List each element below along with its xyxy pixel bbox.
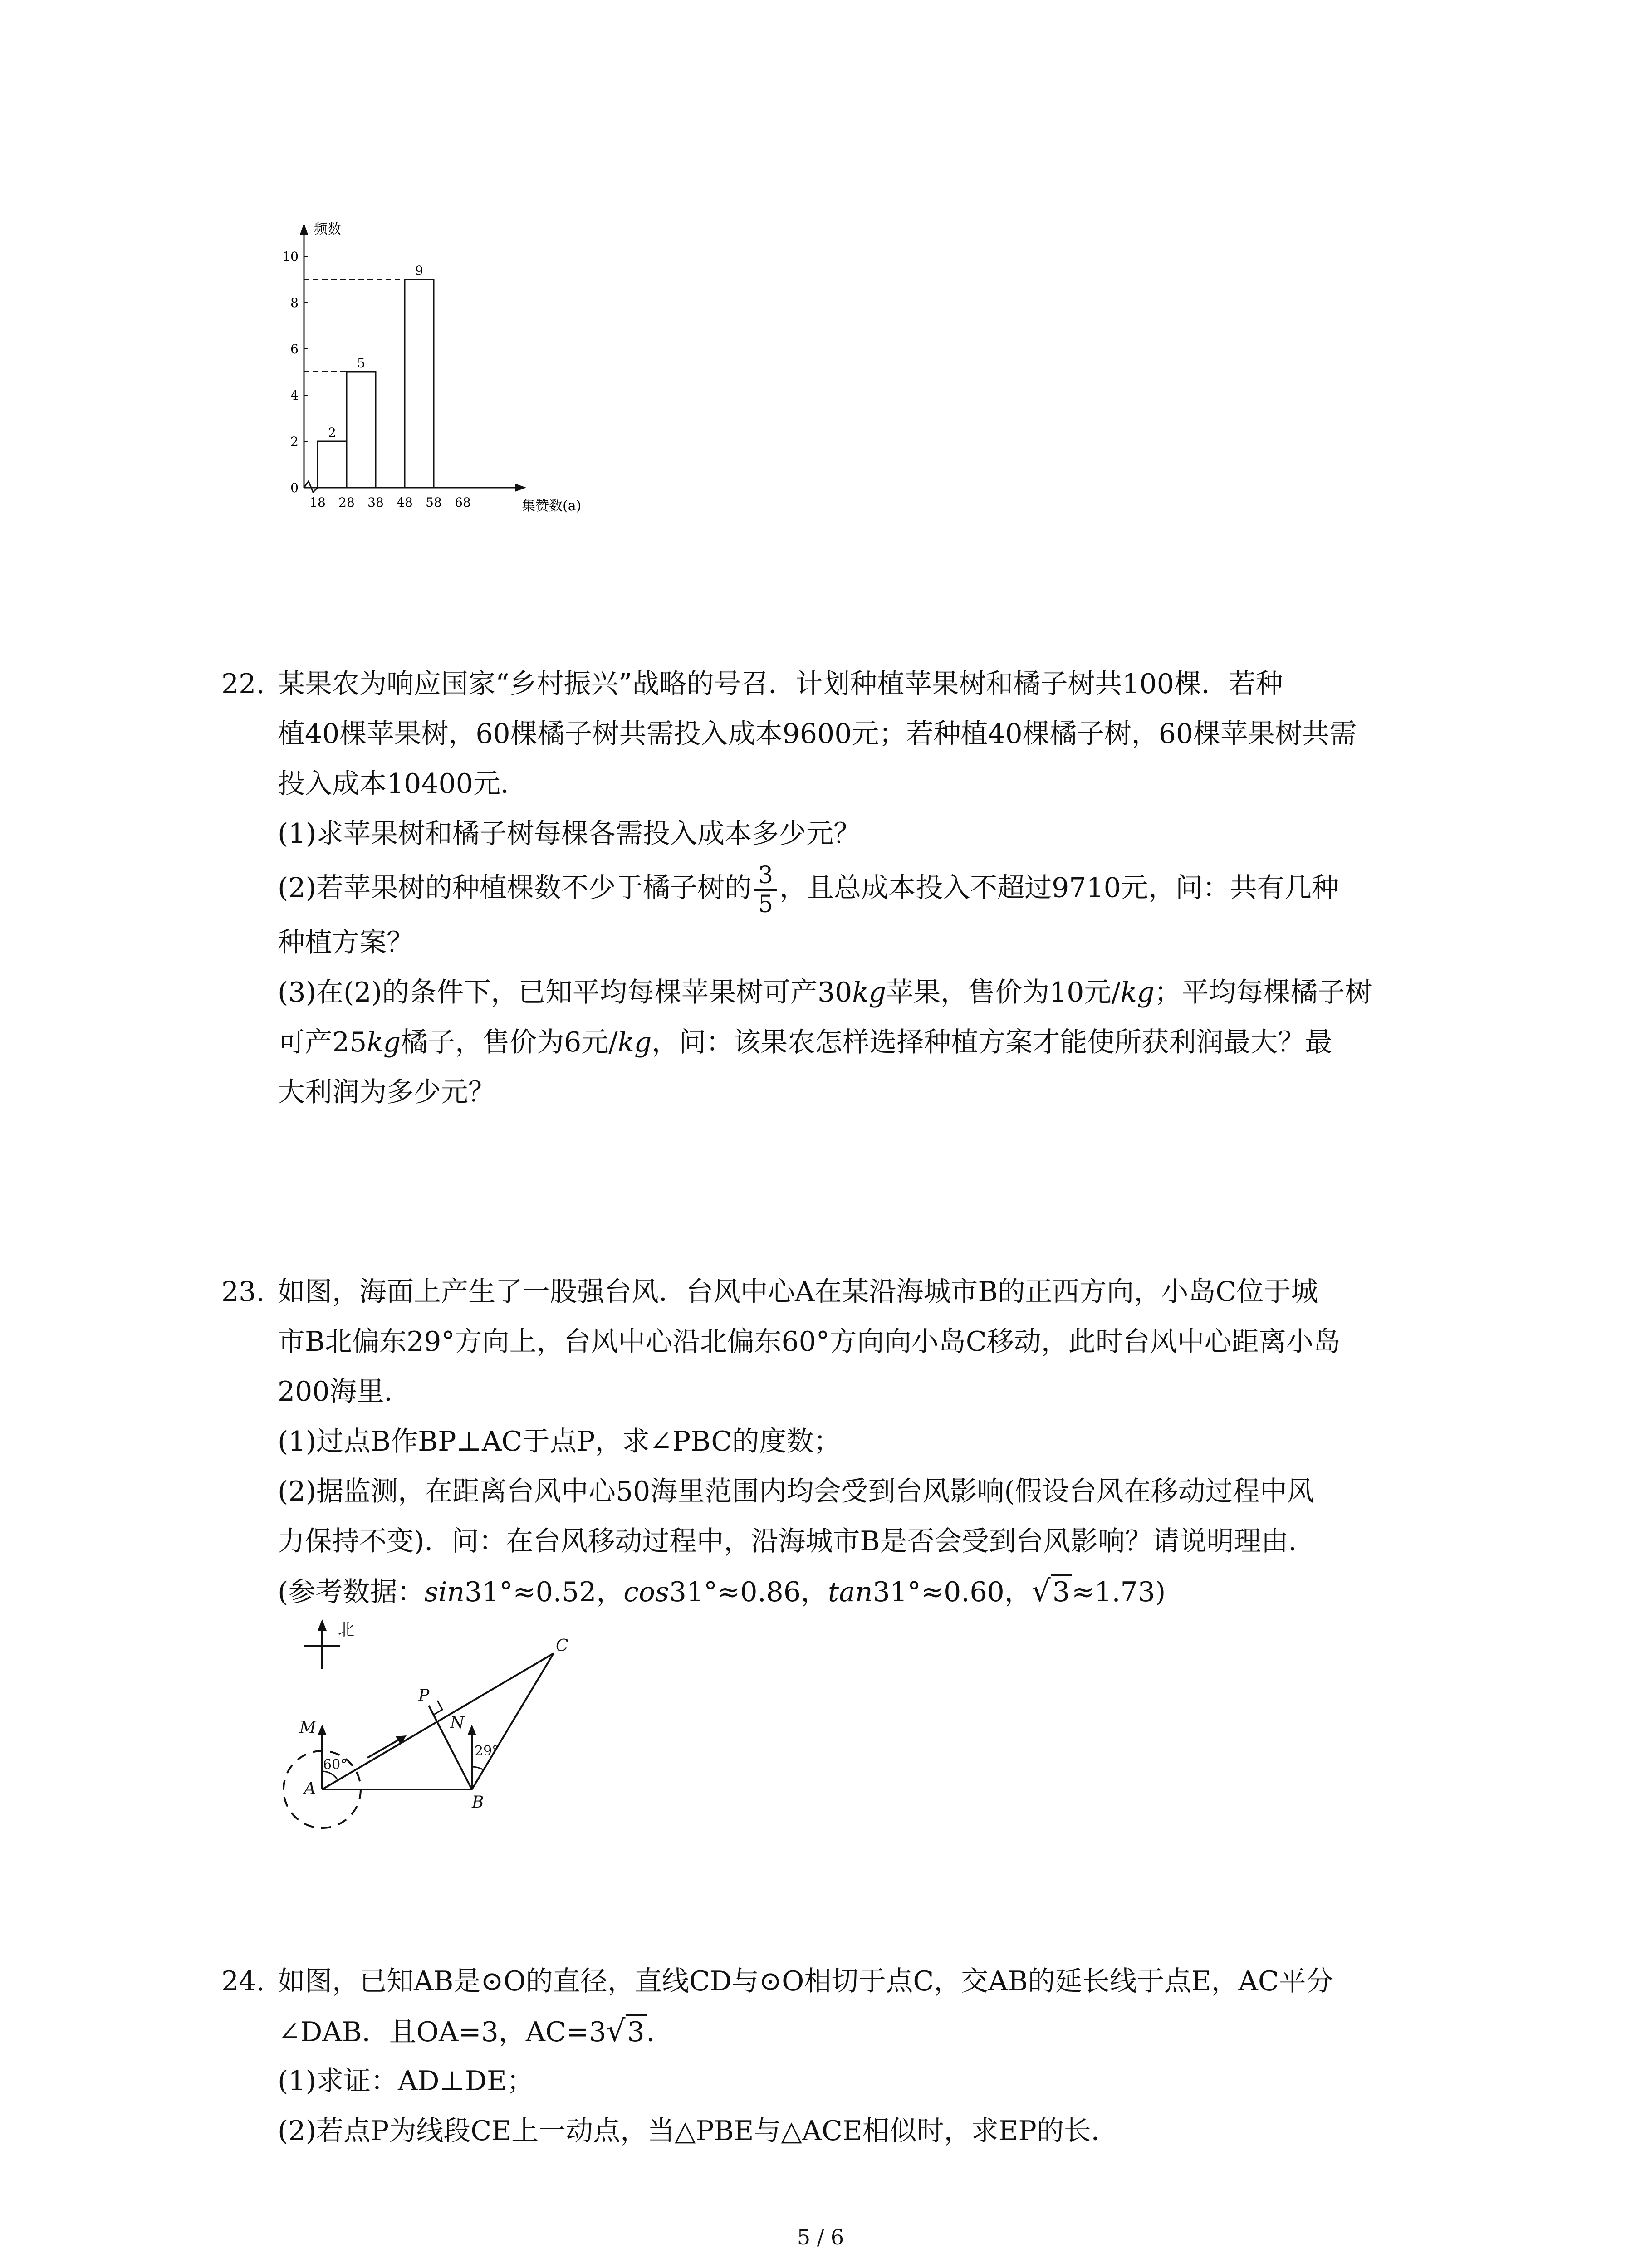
fraction-denominator: 5 (758, 891, 774, 918)
line-BC (472, 1653, 554, 1789)
axis-break (304, 481, 318, 492)
histogram-bar (318, 441, 347, 488)
b-north-arrow-head (467, 1725, 476, 1735)
q22-line-3: 投入成本10400元． (278, 768, 528, 800)
label-angle-60: 60° (323, 1757, 348, 1773)
q22-part-3-f: ，问：该果农怎样选择种植方案才能使所获利润最大？最 (652, 1026, 1332, 1058)
m-arrow-head (318, 1725, 327, 1735)
unit-kg: kg (367, 1026, 401, 1058)
sqrt-argument: 3 (626, 2014, 647, 2048)
motion-arrow-line (367, 1738, 402, 1758)
unit-kg: kg (617, 1026, 652, 1058)
label-N: N (450, 1714, 465, 1732)
sqrt-three: √3 (606, 2009, 646, 2055)
q22-line-1: 某果农为响应国家“乡村振兴”战略的号召．计划种植苹果树和橘子树共100棵．若种 (278, 668, 1283, 700)
q23-reference-data (278, 1569, 1166, 1615)
q23-line-1: 如图，海面上产生了一股强台风．台风中心A在某沿海城市B的正西方向，小岛C位于城 (278, 1276, 1318, 1308)
ref-text-d: 31°≈0.60， (872, 1576, 1032, 1608)
q23-part-1: (1)过点B作BP⊥AC于点P，求∠PBC的度数； (278, 1426, 841, 1457)
label-angle-29: 29° (475, 1743, 499, 1759)
y-tick-label: 2 (290, 434, 299, 449)
ref-cos: cos (623, 1576, 669, 1608)
unit-kg: kg (1120, 977, 1155, 1008)
q22-part-2-text-b: ，且总成本投入不超过9710元，问：共有几种 (779, 872, 1339, 904)
angle-29-arc (472, 1767, 483, 1769)
q24-line-1: 如图，已知AB是⊙O的直径，直线CD与⊙O相切于点C，交AB的延长线于点E，AC平分 (278, 1965, 1333, 1997)
bar-value-label: 9 (415, 263, 423, 278)
label-M: M (299, 1718, 316, 1737)
q24-part-2: (2)若点P为线段CE上一动点，当△PBE与△ACE相似时，求EP的长． (278, 2115, 1118, 2147)
q22-part-3-b: 苹果，售价为10元/ (886, 977, 1121, 1008)
sqrt-argument: 3 (1051, 1574, 1072, 1608)
ref-text-c: 31°≈0.86， (669, 1576, 828, 1608)
q24-line-2-b: ． (646, 2016, 674, 2048)
q22-part-3-a: (3)在(2)的条件下，已知平均每棵苹果树可产30 (278, 977, 852, 1008)
label-C: C (556, 1637, 568, 1655)
q23-part-2: (2)据监测，在距离台风中心50海里范围内均会受到台风影响(假设台风在移动过程中风 (278, 1476, 1314, 1507)
label-P: P (418, 1686, 430, 1705)
ref-tan: tan (828, 1576, 873, 1608)
x-axis-arrow (515, 484, 526, 492)
y-axis-label: 频数 (314, 221, 341, 237)
q22-part-3-d: 可产25 (278, 1026, 367, 1058)
q23-part-2-cont: 力保持不变)．问：在台风移动过程中，沿海城市B是否会受到台风影响？请说明理由． (278, 1525, 1316, 1557)
q24-part-1: (1)求证：AD⊥DE； (278, 2065, 534, 2097)
q22-line-2: 植40棵苹果树，60棵橘子树共需投入成本9600元；若种植40棵橘子树，60棵苹果树共需 (278, 718, 1357, 750)
y-tick-label: 4 (290, 388, 299, 403)
bar-value-label: 2 (328, 425, 336, 440)
q22-part-2-cont: 种植方案？ (278, 927, 414, 958)
bar-value-label: 5 (357, 356, 365, 371)
x-tick-label: 58 (426, 495, 442, 510)
q22-part-3-c: ；平均每棵橘子树 (1154, 977, 1372, 1008)
fraction-three-fifths (754, 862, 777, 918)
y-tick-label: 0 (290, 480, 299, 495)
x-tick-label: 38 (367, 495, 384, 510)
histogram-bar (347, 372, 376, 488)
x-tick-label: 48 (397, 495, 413, 510)
north-arrow-head (318, 1619, 327, 1631)
label-A: A (304, 1779, 316, 1798)
unit-kg: kg (852, 977, 887, 1008)
sqrt-three: √3 (1032, 1569, 1072, 1615)
ref-sin: sin (424, 1576, 465, 1608)
x-tick-label: 68 (455, 495, 471, 510)
q22-number: 22. (221, 668, 265, 700)
ref-text-e: ≈1.73) (1072, 1576, 1166, 1608)
x-tick-label: 18 (309, 495, 326, 510)
q23-number: 23. (221, 1276, 265, 1308)
q22-part-3-line-3: 大利润为多少元？ (278, 1076, 495, 1108)
q23-line-3: 200海里． (278, 1376, 411, 1408)
frequency-histogram (272, 213, 617, 540)
fraction-numerator: 3 (754, 862, 777, 891)
q24-line-2-a: ∠DAB．且OA=3，AC=3 (278, 2016, 607, 2048)
q22-part-1: (1)求苹果树和橘子树每棵各需投入成本多少元？ (278, 818, 861, 850)
y-tick-label: 10 (282, 249, 299, 264)
q22-part-3-e: 橘子，售价为6元/ (401, 1026, 618, 1058)
q22-part-3 (278, 970, 1372, 1015)
y-axis-arrow (300, 223, 308, 235)
label-north: 北 (338, 1621, 355, 1639)
q24-line-2 (278, 2009, 674, 2055)
histogram-bar (405, 279, 434, 488)
right-angle-mark (434, 1701, 442, 1715)
ref-text-b: 31°≈0.52， (465, 1576, 624, 1608)
ref-text-a: (参考数据： (278, 1576, 425, 1608)
q22-part-3-line-2 (278, 1020, 1332, 1065)
typhoon-figure (272, 1619, 590, 1855)
q22-part-2 (278, 862, 1339, 918)
x-axis-label: 集赞数(a) (522, 498, 582, 514)
label-B: B (472, 1793, 484, 1812)
q23-line-2: 市B北偏东29°方向上，台风中心沿北偏东60°方向向小岛C移动，此时台风中心距离小岛 (278, 1326, 1341, 1358)
x-tick-label: 28 (338, 495, 355, 510)
q22-part-2-text-a: (2)若苹果树的种植棵数不少于橘子树的 (278, 872, 752, 904)
q24-number: 24. (221, 1965, 265, 1997)
y-tick-label: 8 (290, 295, 299, 310)
y-tick-label: 6 (290, 342, 299, 357)
page-number: 5 / 6 (797, 2225, 844, 2249)
histogram-marks (282, 221, 581, 514)
